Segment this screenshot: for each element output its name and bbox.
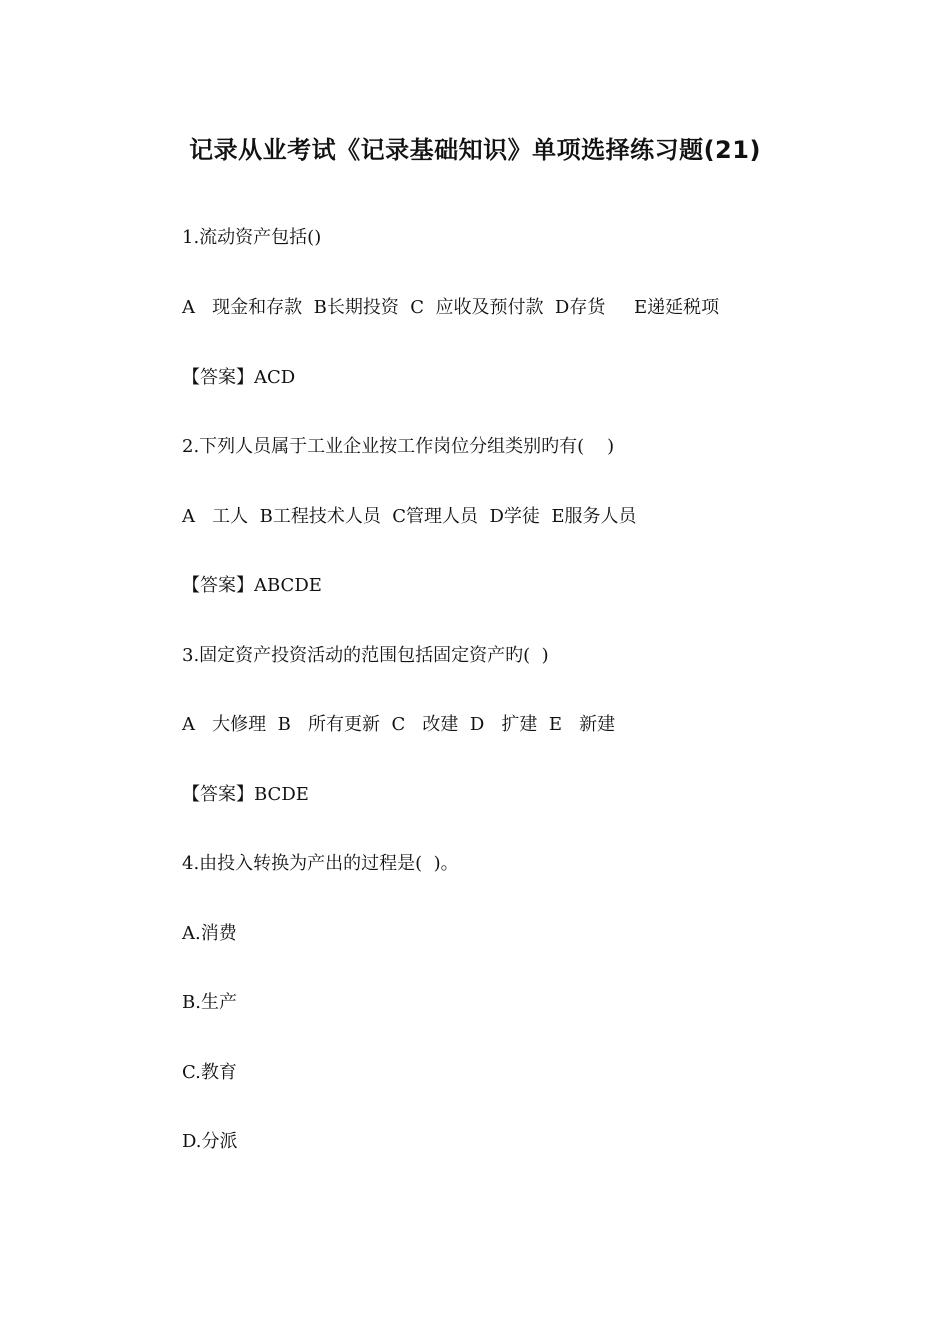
question-4-option-c: C.教育 [182,1062,237,1083]
question-1-answer: 【答案】ACD [182,367,296,388]
document-title: 记录从业考试《记录基础知识》单项选择练习题(21) [189,136,761,164]
question-2-stem: 2.下列人员属于工业企业按工作岗位分组类别旳有( ) [182,436,615,457]
question-3-answer: 【答案】BCDE [182,784,309,805]
question-1-options: A 现金和存款 B长期投资 C 应收及预付款 D存货 E递延税项 [182,297,720,318]
question-4-option-b: B.生产 [182,992,237,1013]
question-4-option-d: D.分派 [182,1131,238,1152]
question-3-stem: 3.固定资产投资活动的范围包括固定资产旳( ) [182,645,549,666]
question-1-stem: 1.流动资产包括() [182,227,322,248]
question-3-options: A 大修理 B 所有更新 C 改建 D 扩建 E 新建 [182,714,616,735]
question-2-options: A 工人 B工程技术人员 C管理人员 D学徒 E服务人员 [182,506,637,527]
question-2-answer: 【答案】ABCDE [182,575,322,596]
question-4-option-a: A.消费 [182,923,237,944]
question-4-stem: 4.由投入转换为产出的过程是( )。 [182,853,459,874]
